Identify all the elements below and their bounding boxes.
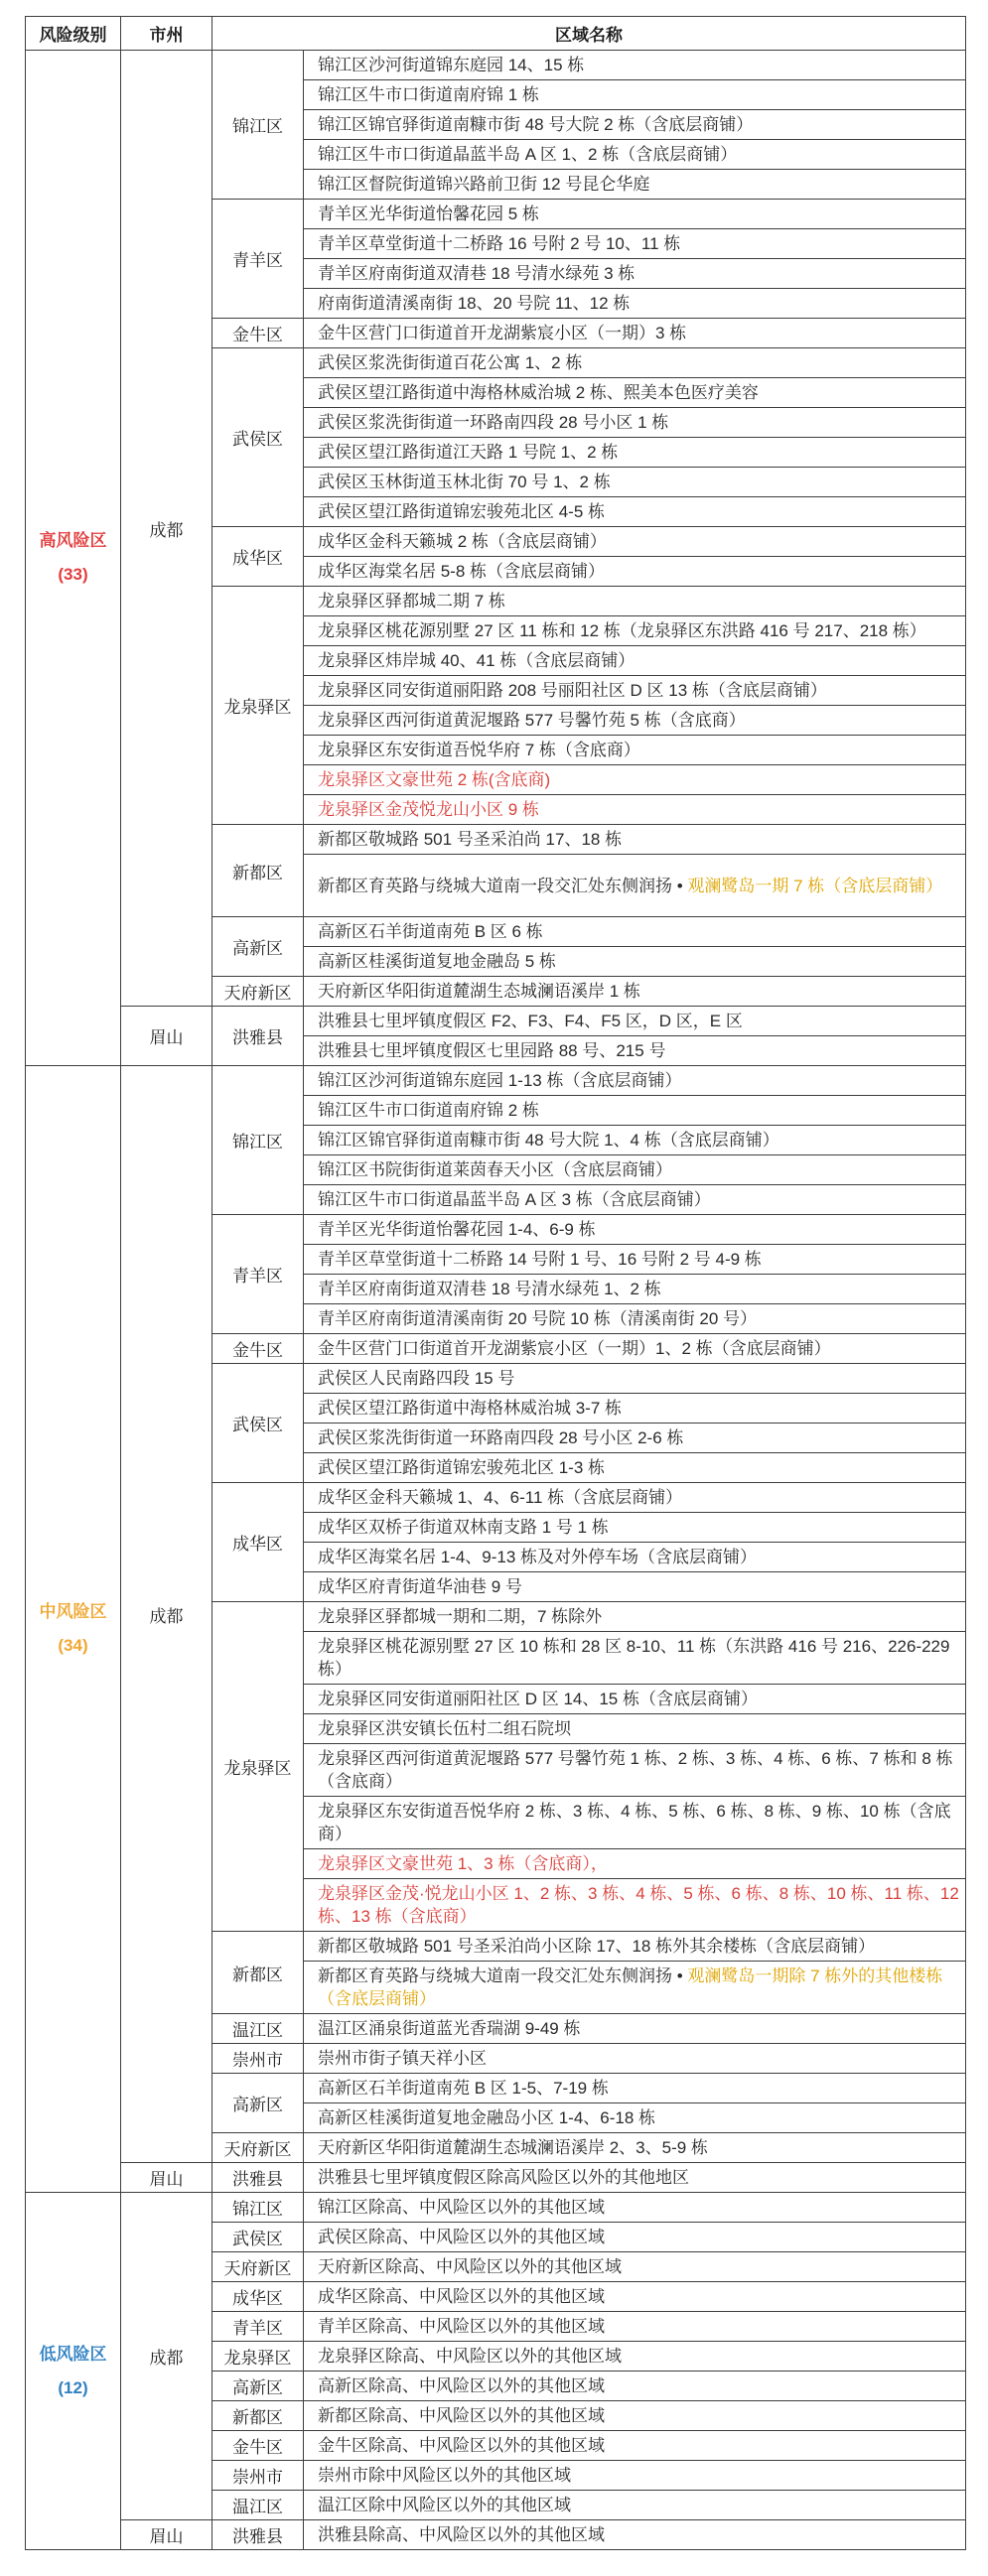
area-cell <box>304 2252 966 2282</box>
area-cell <box>304 616 966 646</box>
area-text: 龙泉驿区洪安镇长伍村二组石院坝 <box>318 1719 571 1738</box>
area-text: 武侯区望江路街道中海格林威治城 2 栋、熙美本色医疗美容 <box>318 383 759 402</box>
city-cell: 眉山 <box>121 2520 212 2550</box>
area-text: 锦江区锦官驿街道南糠市街 48 号大院 1、4 栋（含底层商铺） <box>318 1131 779 1150</box>
area-cell <box>304 2193 966 2223</box>
area-text: 洪雅县除高、中风险区以外的其他区域 <box>318 2525 605 2544</box>
area-cell <box>304 1036 966 1066</box>
district-cell: 龙泉驿区 <box>212 587 304 825</box>
risk-level-cell <box>26 2193 121 2550</box>
district-cell: 成华区 <box>212 2282 304 2312</box>
area-text: 温江区涌泉街道蓝光香瑞湖 9-49 栋 <box>318 2019 581 2038</box>
area-cell <box>304 2401 966 2431</box>
district-cell: 天府新区 <box>212 2252 304 2282</box>
area-cell <box>304 2133 966 2163</box>
area-cell <box>304 497 966 527</box>
area-text: 龙泉驿区驿都城一期和二期，7 栋除外 <box>318 1607 603 1626</box>
area-text: 新都区育英路与绕城大道南一段交汇处东侧润扬 • <box>318 1966 688 1985</box>
risk-level-label: 中风险区 <box>39 1602 107 1621</box>
district-cell: 龙泉驿区 <box>212 2342 304 2372</box>
area-text: 龙泉驿区同安街道丽阳路 208 号丽阳社区 D 区 13 栋（含底层商铺） <box>318 681 827 700</box>
risk-level-count: (33) <box>58 565 88 584</box>
area-cell <box>304 2431 966 2461</box>
district-cell: 洪雅县 <box>212 1007 304 1066</box>
area-text: 龙泉驿区桃花源别墅 27 区 11 栋和 12 栋（龙泉驿区东洪路 416 号 217、218 栋） <box>318 621 926 640</box>
area-text: 武侯区望江路街道锦宏骏苑北区 1-3 栋 <box>318 1458 606 1477</box>
area-text: 青羊区除高、中风险区以外的其他区域 <box>318 2317 605 2336</box>
table-row <box>26 2163 966 2193</box>
area-cell <box>304 795 966 825</box>
area-text: 锦江区牛市口街道晶蓝半岛 A 区 1、2 栋（含底层商铺） <box>318 145 738 164</box>
area-text: 武侯区玉林街道玉林北街 70 号 1、2 栋 <box>318 473 611 491</box>
area-text: 洪雅县七里坪镇度假区七里园路 88 号、215 号 <box>318 1041 666 1060</box>
area-text: 洪雅县七里坪镇度假区除高风险区以外的其他地区 <box>318 2168 689 2187</box>
city-cell: 成都 <box>121 1066 212 2163</box>
area-text: 青羊区草堂街道十二桥路 16 号附 2 号 10、11 栋 <box>318 234 681 253</box>
district-cell: 武侯区 <box>212 348 304 527</box>
area-text: 武侯区人民南路四段 15 号 <box>318 1369 515 1388</box>
district-cell: 高新区 <box>212 2372 304 2401</box>
area-cell <box>304 438 966 468</box>
area-cell <box>304 1744 966 1797</box>
area-text: 天府新区除高、中风险区以外的其他区域 <box>318 2257 622 2276</box>
area-text: 武侯区浆洗街街道百花公寓 1、2 栋 <box>318 353 583 372</box>
area-text: 成华区金科天籁城 1、4、6-11 栋（含底层商铺） <box>318 1488 683 1507</box>
area-cell <box>304 2282 966 2312</box>
area-cell <box>304 2461 966 2491</box>
header-row <box>26 17 966 51</box>
risk-area-table <box>25 16 966 2550</box>
area-text: 龙泉驿区文豪世苑 1、3 栋（含底商）， <box>318 1854 608 1873</box>
header-area-name: 区域名称 <box>212 17 966 51</box>
area-cell <box>304 2312 966 2342</box>
area-cell <box>304 1453 966 1483</box>
area-cell <box>304 947 966 977</box>
area-cell <box>304 1245 966 1275</box>
district-cell: 崇州市 <box>212 2461 304 2491</box>
area-cell <box>304 825 966 855</box>
district-cell: 青羊区 <box>212 2312 304 2342</box>
area-cell <box>304 646 966 676</box>
district-cell: 金牛区 <box>212 319 304 348</box>
area-text: 崇州市街子镇天祥小区 <box>318 2049 487 2068</box>
district-cell: 金牛区 <box>212 1334 304 1364</box>
area-text: 温江区除中风险区以外的其他区域 <box>318 2496 571 2514</box>
risk-area-page <box>0 16 988 2550</box>
area-text: 龙泉驿区炜岸城 40、41 栋（含底层商铺） <box>318 651 635 670</box>
area-cell <box>304 977 966 1007</box>
area-cell <box>304 1096 966 1126</box>
area-text: 龙泉驿区文豪世苑 2 栋(含底商) <box>318 770 551 789</box>
area-text-highlight: 观澜鹭岛一期除 7 栋外的其他楼栋（含底层商铺） <box>318 1966 943 2008</box>
area-text: 高新区石羊街道南苑 B 区 1-5、7-19 栋 <box>318 2079 609 2098</box>
area-cell <box>304 1572 966 1602</box>
area-text: 高新区石羊街道南苑 B 区 6 栋 <box>318 922 543 941</box>
area-cell <box>304 1185 966 1215</box>
area-cell <box>304 1007 966 1036</box>
area-text: 天府新区华阳街道麓湖生态城澜语溪岸 1 栋 <box>318 982 640 1001</box>
area-cell <box>304 1714 966 1744</box>
risk-level-count: (12) <box>58 2377 88 2397</box>
area-cell <box>304 1394 966 1424</box>
area-cell <box>304 1513 966 1543</box>
area-cell <box>304 2372 966 2401</box>
area-text: 锦江区除高、中风险区以外的其他区域 <box>318 2198 605 2217</box>
area-text: 成华区海棠名居 1-4、9-13 栋及对外停车场（含底层商铺） <box>318 1548 758 1566</box>
area-text: 龙泉驿区西河街道黄泥堰路 577 号馨竹苑 1 栋、2 栋、3 栋、4 栋、6 栋、7 栋和 8 栋（含底商） <box>318 1749 953 1791</box>
area-text: 武侯区除高、中风险区以外的其他区域 <box>318 2228 605 2246</box>
area-text: 高新区桂溪街道复地金融岛小区 1-4、6-18 栋 <box>318 2108 656 2127</box>
risk-level-label: 高风险区 <box>39 531 107 550</box>
district-cell: 新都区 <box>212 825 304 917</box>
district-cell: 锦江区 <box>212 51 304 200</box>
risk-level-count: (34) <box>58 1636 88 1655</box>
area-text: 洪雅县七里坪镇度假区 F2、F3、F4、F5 区，D 区，E 区 <box>318 1012 743 1030</box>
area-text: 新都区育英路与绕城大道南一段交汇处东侧润扬 • <box>318 876 688 895</box>
area-text: 武侯区望江路街道江天路 1 号院 1、2 栋 <box>318 443 619 462</box>
area-text: 龙泉驿区西河街道黄泥堰路 577 号馨竹苑 5 栋（含底商） <box>318 711 746 730</box>
area-cell <box>304 2044 966 2074</box>
area-text: 天府新区华阳街道麓湖生态城澜语溪岸 2、3、5-9 栋 <box>318 2138 708 2157</box>
district-cell: 新都区 <box>212 2401 304 2431</box>
area-cell <box>304 1962 966 2014</box>
risk-level-cell <box>26 1066 121 2193</box>
area-text: 金牛区营门口街道首开龙湖紫宸小区（一期）1、2 栋（含底层商铺） <box>318 1339 831 1358</box>
district-cell: 高新区 <box>212 2074 304 2133</box>
area-cell <box>304 1632 966 1685</box>
area-text: 成华区海棠名居 5-8 栋（含底层商铺） <box>318 562 606 581</box>
table-row <box>26 1066 966 1096</box>
city-cell: 成都 <box>121 51 212 1007</box>
district-cell: 成华区 <box>212 527 304 587</box>
area-text: 青羊区府南街道双清巷 18 号清水绿苑 3 栋 <box>318 264 635 283</box>
risk-level-label: 低风险区 <box>39 2344 107 2364</box>
area-cell <box>304 2074 966 2103</box>
area-cell <box>304 1334 966 1364</box>
area-cell <box>304 289 966 319</box>
area-cell <box>304 917 966 947</box>
area-cell <box>304 2163 966 2193</box>
area-text: 成华区府青街道华油巷 9 号 <box>318 1577 522 1596</box>
area-text: 新都区除高、中风险区以外的其他区域 <box>318 2406 605 2425</box>
district-cell: 天府新区 <box>212 2133 304 2163</box>
area-cell <box>304 1543 966 1572</box>
area-text: 龙泉驿区金茂·悦龙山小区 1、2 栋、3 栋、4 栋、5 栋、6 栋、8 栋、10 栋、11 栋、12 栋、13 栋（含底商） <box>318 1884 959 1926</box>
area-cell <box>304 706 966 736</box>
area-cell <box>304 1849 966 1879</box>
area-text: 锦江区沙河街道锦东庭园 1-13 栋（含底层商铺） <box>318 1071 682 1090</box>
district-cell: 成华区 <box>212 1483 304 1602</box>
area-cell <box>304 1275 966 1304</box>
district-cell: 天府新区 <box>212 977 304 1007</box>
table-row <box>26 2193 966 2223</box>
area-text: 锦江区牛市口街道晶蓝半岛 A 区 3 栋（含底层商铺） <box>318 1190 711 1209</box>
area-text: 锦江区牛市口街道南府锦 1 栋 <box>318 85 539 104</box>
area-text: 成华区金科天籁城 2 栋（含底层商铺） <box>318 532 607 551</box>
area-cell <box>304 1483 966 1513</box>
city-cell: 眉山 <box>121 2163 212 2193</box>
city-cell: 成都 <box>121 2193 212 2520</box>
area-cell <box>304 319 966 348</box>
area-cell <box>304 1424 966 1453</box>
table-header <box>26 17 966 51</box>
area-cell <box>304 676 966 706</box>
area-text: 龙泉驿区桃花源别墅 27 区 10 栋和 28 区 8-10、11 栋（东洪路 416 号 216、226-229 栋） <box>318 1637 950 1679</box>
district-cell: 温江区 <box>212 2014 304 2044</box>
area-cell <box>304 1932 966 1962</box>
area-cell <box>304 408 966 438</box>
area-cell <box>304 1879 966 1932</box>
area-text: 龙泉驿区同安街道丽阳社区 D 区 14、15 栋（含底层商铺） <box>318 1690 758 1708</box>
district-cell: 青羊区 <box>212 200 304 319</box>
area-cell <box>304 855 966 917</box>
header-risk-level: 风险级别 <box>26 17 121 51</box>
area-text: 锦江区书院街街道莱茵春天小区（含底层商铺） <box>318 1160 672 1179</box>
area-cell <box>304 1155 966 1185</box>
area-text: 成华区除高、中风险区以外的其他区域 <box>318 2287 605 2306</box>
area-text: 龙泉驿区东安街道吾悦华府 7 栋（含底商） <box>318 741 640 759</box>
area-text: 锦江区沙河街道锦东庭园 14、15 栋 <box>318 56 585 74</box>
area-cell <box>304 2223 966 2252</box>
area-cell <box>304 140 966 170</box>
area-text: 锦江区牛市口街道南府锦 2 栋 <box>318 1101 539 1120</box>
area-cell <box>304 2491 966 2520</box>
area-cell <box>304 468 966 497</box>
area-text: 武侯区浆洗街街道一环路南四段 28 号小区 2-6 栋 <box>318 1428 684 1447</box>
area-cell <box>304 2103 966 2133</box>
area-text: 龙泉驿区东安街道吾悦华府 2 栋、3 栋、4 栋、5 栋、6 栋、8 栋、9 栋、10 栋（含底商） <box>318 1802 951 1843</box>
area-text: 青羊区光华街道怡馨花园 1-4、6-9 栋 <box>318 1220 596 1239</box>
area-text: 锦江区督院街道锦兴路前卫街 12 号昆仑华庭 <box>318 175 650 194</box>
area-cell <box>304 557 966 587</box>
area-cell <box>304 527 966 557</box>
area-text: 武侯区望江路街道锦宏骏苑北区 4-5 栋 <box>318 502 606 521</box>
area-cell <box>304 51 966 80</box>
area-text: 新都区敬城路 501 号圣采泊尚 17、18 栋 <box>318 830 623 849</box>
district-cell: 锦江区 <box>212 1066 304 1215</box>
district-cell: 青羊区 <box>212 1215 304 1334</box>
area-text: 武侯区浆洗街街道一环路南四段 28 号小区 1 栋 <box>318 413 669 432</box>
area-cell <box>304 1685 966 1714</box>
area-text: 龙泉驿区除高、中风险区以外的其他区域 <box>318 2347 622 2366</box>
area-cell <box>304 348 966 378</box>
district-cell: 高新区 <box>212 917 304 977</box>
area-text-highlight: 观澜鹭岛一期 7 栋（含底层商铺） <box>687 876 943 895</box>
area-cell <box>304 378 966 408</box>
area-cell <box>304 229 966 259</box>
area-text: 金牛区除高、中风险区以外的其他区域 <box>318 2436 605 2455</box>
area-text: 锦江区锦官驿街道南糠市街 48 号大院 2 栋（含底层商铺） <box>318 115 754 134</box>
area-text: 武侯区望江路街道中海格林威治城 3-7 栋 <box>318 1399 623 1418</box>
area-text: 府南街道清溪南街 18、20 号院 11、12 栋 <box>318 294 631 313</box>
area-cell <box>304 80 966 110</box>
area-text: 高新区桂溪街道复地金融岛 5 栋 <box>318 952 556 971</box>
area-cell <box>304 1066 966 1096</box>
area-cell <box>304 200 966 229</box>
area-cell <box>304 1364 966 1394</box>
area-cell <box>304 1797 966 1849</box>
table-row <box>26 51 966 80</box>
district-cell: 温江区 <box>212 2491 304 2520</box>
area-cell <box>304 2342 966 2372</box>
city-cell: 眉山 <box>121 1007 212 1066</box>
area-cell <box>304 110 966 140</box>
area-text: 成华区双桥子街道双林南支路 1 号 1 栋 <box>318 1518 609 1537</box>
area-text: 龙泉驿区金茂悦龙山小区 9 栋 <box>318 800 539 819</box>
area-cell <box>304 1126 966 1155</box>
area-cell <box>304 2014 966 2044</box>
area-cell <box>304 170 966 200</box>
area-cell <box>304 765 966 795</box>
area-text: 龙泉驿区驿都城二期 7 栋 <box>318 592 505 610</box>
area-cell <box>304 2520 966 2550</box>
district-cell: 洪雅县 <box>212 2163 304 2193</box>
district-cell: 龙泉驿区 <box>212 1602 304 1932</box>
district-cell: 崇州市 <box>212 2044 304 2074</box>
area-text: 新都区敬城路 501 号圣采泊尚小区除 17、18 栋外其余楼栋（含底层商铺） <box>318 1937 876 1956</box>
area-text: 高新区除高、中风险区以外的其他区域 <box>318 2376 605 2395</box>
area-text: 青羊区光华街道怡馨花园 5 栋 <box>318 204 539 223</box>
area-cell <box>304 587 966 616</box>
risk-table-body <box>26 51 966 2550</box>
district-cell: 新都区 <box>212 1932 304 2014</box>
district-cell: 锦江区 <box>212 2193 304 2223</box>
district-cell: 武侯区 <box>212 1364 304 1483</box>
district-cell: 洪雅县 <box>212 2520 304 2550</box>
area-text: 青羊区府南街道清溪南街 20 号院 10 栋（清溪南街 20 号） <box>318 1309 758 1328</box>
district-cell: 金牛区 <box>212 2431 304 2461</box>
area-cell <box>304 259 966 289</box>
table-row <box>26 1007 966 1036</box>
area-cell <box>304 1215 966 1245</box>
risk-level-cell <box>26 51 121 1066</box>
area-cell <box>304 736 966 765</box>
area-text: 崇州市除中风险区以外的其他区域 <box>318 2466 571 2485</box>
area-cell <box>304 1304 966 1334</box>
area-text: 青羊区草堂街道十二桥路 14 号附 1 号、16 号附 2 号 4-9 栋 <box>318 1250 762 1269</box>
area-text: 金牛区营门口街道首开龙湖紫宸小区（一期）3 栋 <box>318 324 687 342</box>
table-row <box>26 2520 966 2550</box>
district-cell: 武侯区 <box>212 2223 304 2252</box>
area-cell <box>304 1602 966 1632</box>
header-city: 市州 <box>121 17 212 51</box>
area-text: 青羊区府南街道双清巷 18 号清水绿苑 1、2 栋 <box>318 1280 661 1298</box>
